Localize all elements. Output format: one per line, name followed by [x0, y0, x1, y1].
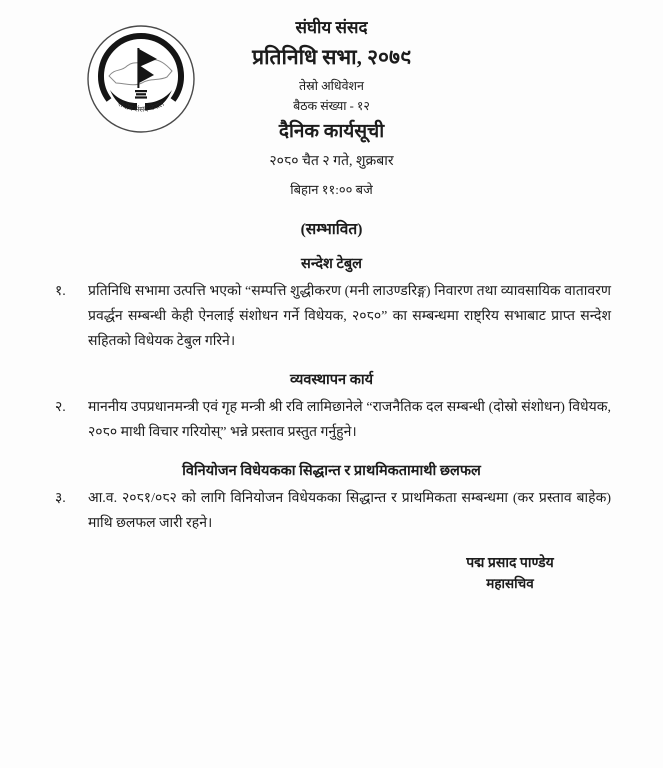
section-heading: व्यवस्थापन कार्य [289, 372, 373, 389]
agenda-item-3 [0, 487, 663, 537]
tentative-label: (सम्भावित) [300, 221, 363, 239]
date-line: २०८० चैत २ गते, शुक्रबार [269, 154, 394, 170]
signer-role: महासचिव [486, 576, 534, 592]
item-text: प्रतिनिधि सभामा उत्पत्ति भएको “सम्पत्ति शुद्धीकरण (मनी लाउण्डरिङ्ग) निवारण तथा व्यावसायिक वातावरण प्रवर्द्धन सम्बन्धी केही ऐनलाई संशोधन गर्ने विधेयक, २०८०” का सम्बन्धमा राष्ट्रिय सभाबाट प्राप्त सन्देश सहितको विधेयक टेबुल गरिने। [88, 284, 611, 350]
item-number: १. [55, 284, 66, 300]
pedestal-bar [135, 90, 147, 92]
time-line: बिहान ११:०० बजे [290, 182, 373, 198]
signature-block [405, 553, 615, 596]
agenda-item-2 [0, 396, 663, 446]
house-name: प्रतिनिधि सभा, २०७९ [252, 44, 411, 69]
meeting-number: बैठक संख्या - १२ [293, 99, 370, 114]
parliament-emblem-graphic [86, 24, 196, 134]
item-number: ३. [55, 490, 66, 506]
org-name: संघीय संसद [295, 18, 368, 37]
section-message-table [0, 253, 663, 355]
agenda-item-1 [0, 280, 663, 355]
emblem-caption-text: संघीय संसद नेपाल [116, 98, 166, 114]
pedestal-bar [136, 93, 146, 95]
session-line: तेस्रो अधिवेशन [299, 78, 364, 93]
item-text: आ.व. २०८१/०८२ को लागि विनियोजन विधेयकका सिद्धान्त र प्राथमिकता सम्बन्धमा (कर प्रस्ताव बाहेक) माथि छलफल जारी रहने। [88, 490, 611, 531]
item-number: २. [55, 400, 66, 416]
section-legislative-business [0, 369, 663, 446]
signer-name: पद्म प्रसाद पाण्डेय [466, 555, 554, 571]
section-heading: सन्देश टेबुल [301, 256, 362, 273]
section-appropriation-bill-discussion [0, 460, 663, 537]
pedestal-bar [135, 96, 147, 98]
document-title: दैनिक कार्यसूची [278, 121, 385, 143]
parliament-emblem [86, 24, 196, 134]
section-heading: विनियोजन विधेयकका सिद्धान्त र प्राथमिकतामाथी छलफल [182, 462, 481, 479]
item-text: माननीय उपप्रधानमन्त्री एवं गृह मन्त्री श्री रवि लामिछानेले “राजनैतिक दल सम्बन्धी (दोस्रो संशोधन) विधेयक, २०८० माथी विचार गरियोस्” भन्ने प्रस्ताव प्रस्तुत गर्नुहुने। [88, 400, 611, 440]
agenda-body [0, 253, 663, 536]
